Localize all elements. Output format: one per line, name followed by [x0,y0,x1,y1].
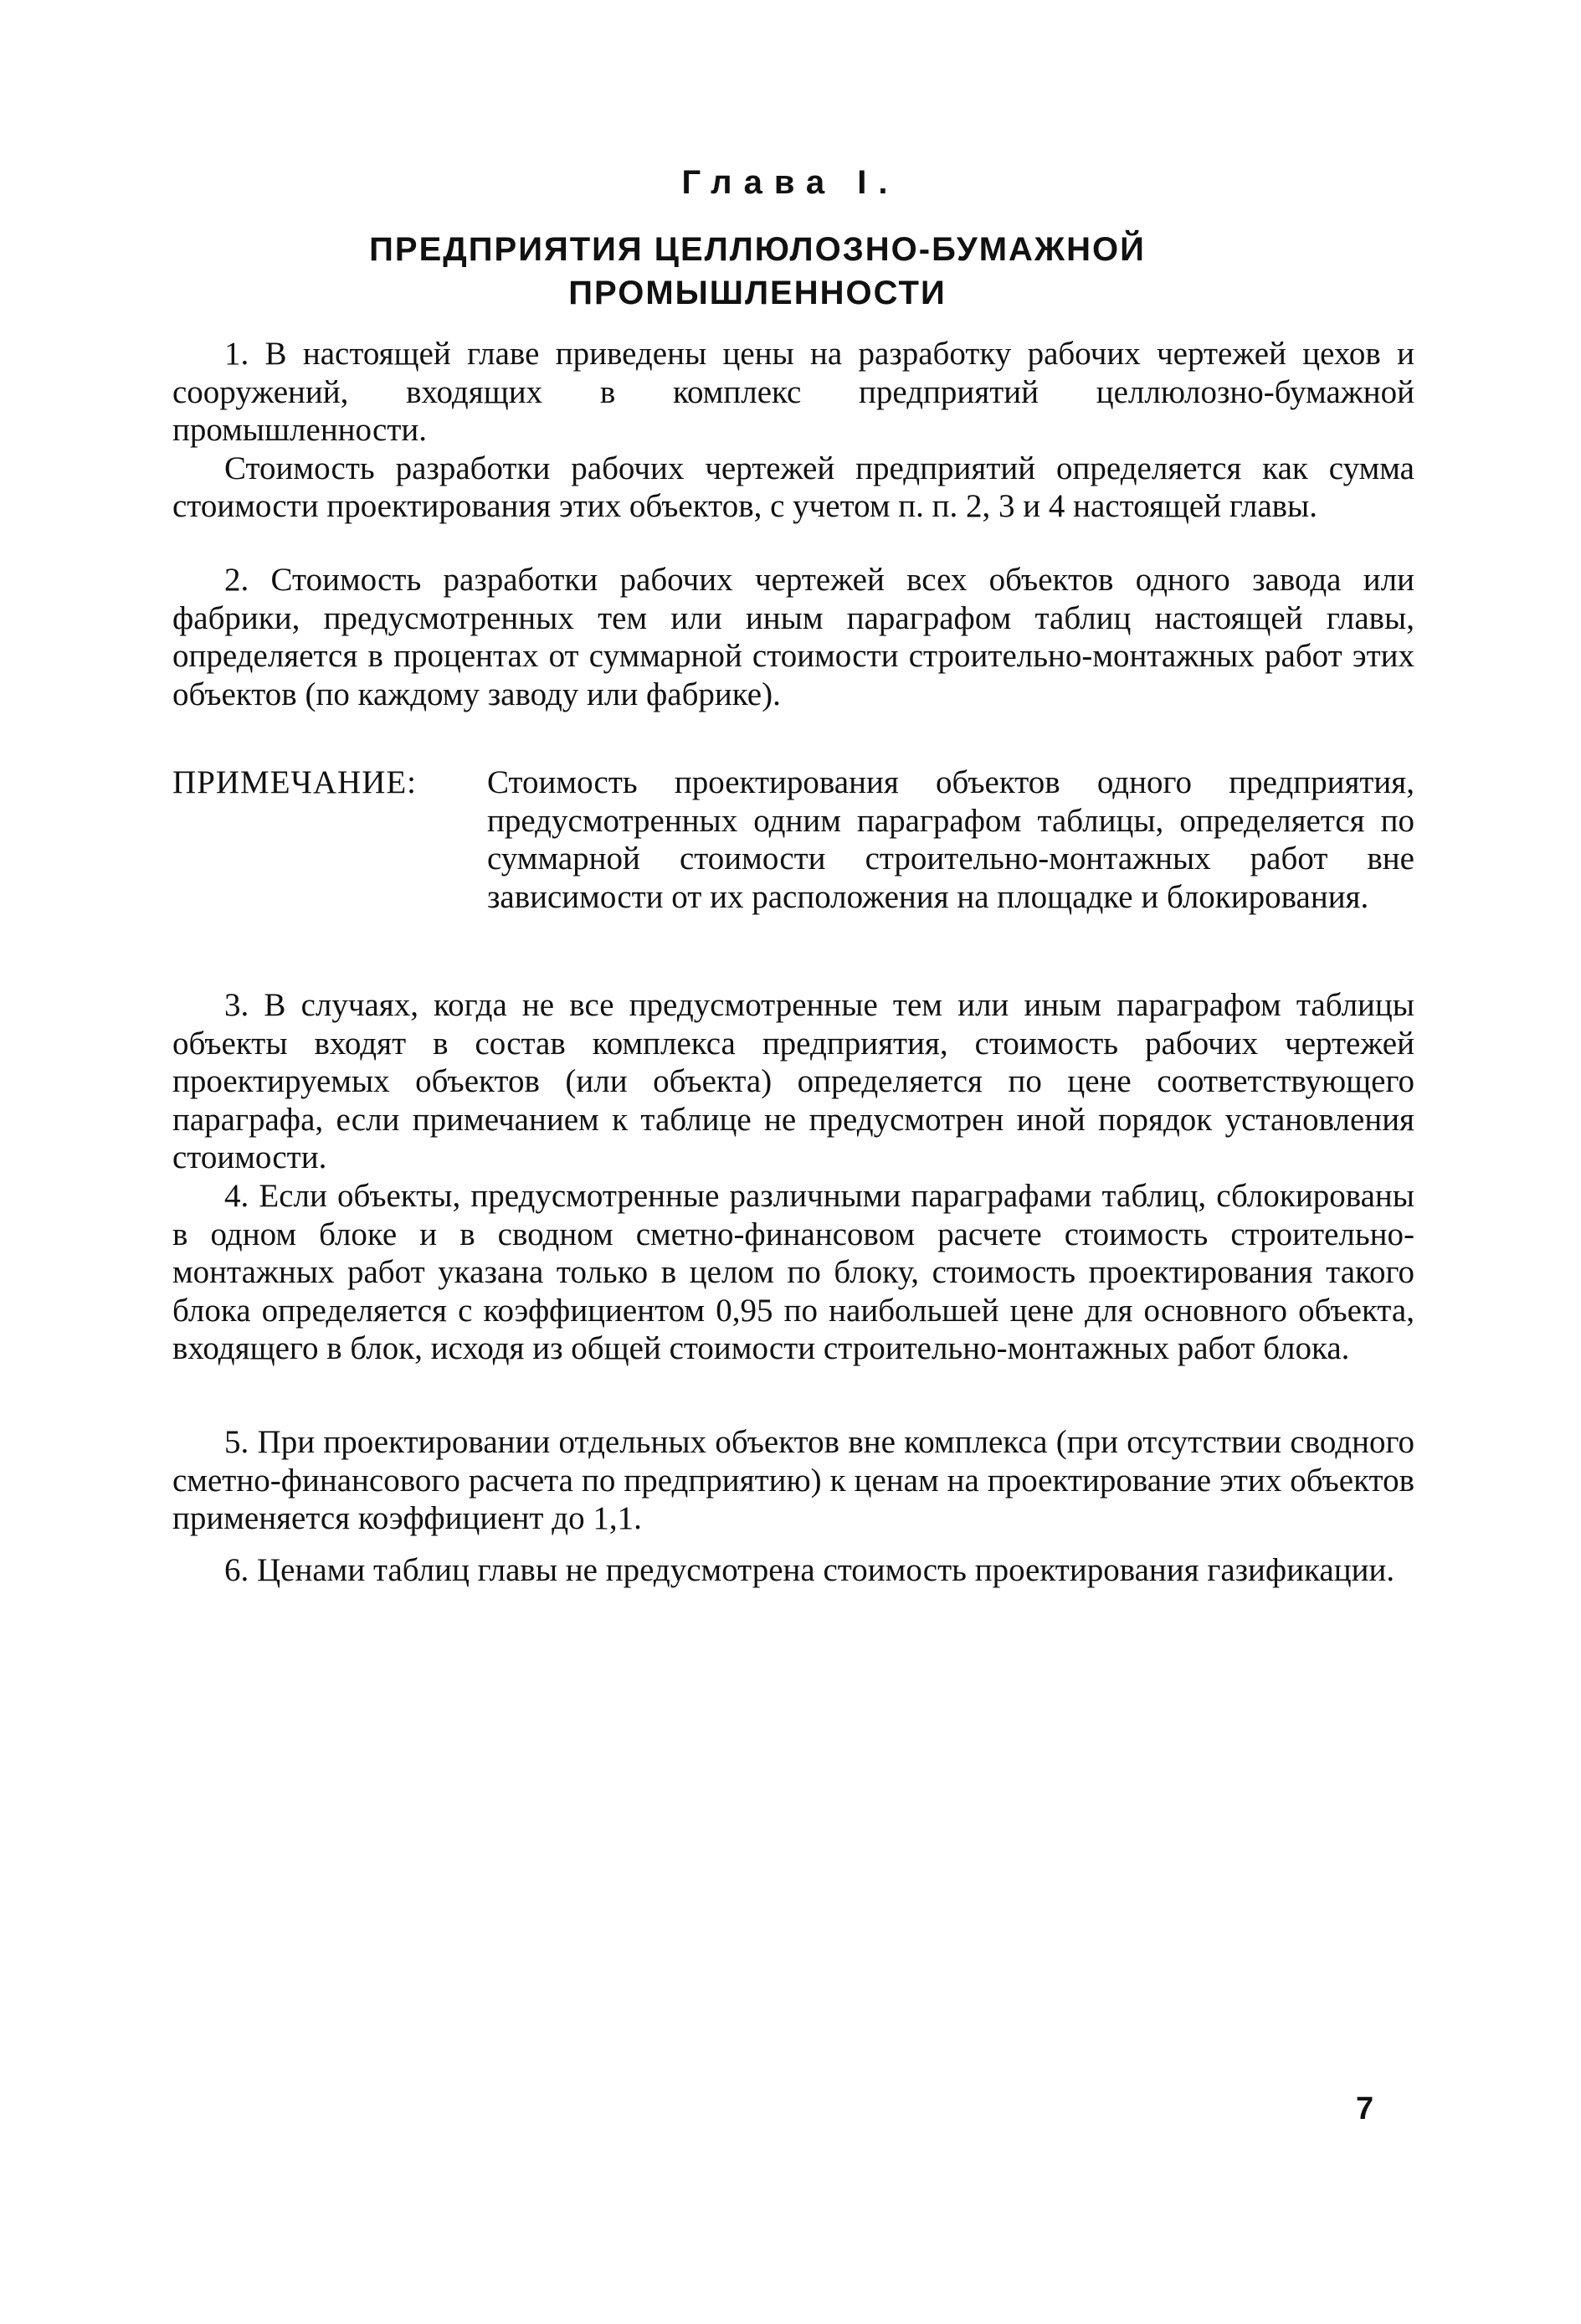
section-3 [172,986,1414,1177]
section-intro [172,335,1414,526]
paragraph-5: 5. При проектировании отдельных объектов вне комплекса (при отсутствии сводного сметно-финансового расчета по предприятию) к ценам на проектирование этих объектов применяется коэффициент до 1,1. [172,1424,1414,1536]
paragraph-6: 6. Ценами таблиц главы не предусмотрена стоимость проектирования газификации. [224,1552,1395,1588]
section-4 [172,1177,1414,1368]
paragraph-4: 4. Если объекты, предусмотренные различными параграфами таблиц, сблокированы в одном блоке и в сводном сметно-финансовом расчете стоимость строительно-монтажных работ указана только в целом по блоку, стоимость проектирования такого блока определяется с коэффициентом 0,95 по наибольшей цене для основного объекта, входящего в блок, исходя из общей стоимости строительно-монтажных работ блока. [172,1178,1414,1366]
section-2 [172,561,1414,713]
paragraph-1-continuation: Стоимость разработки рабочих чертежей предприятий определяется как сумма стоимости проектирования этих объектов, с учетом п. п. 2, 3 и 4 настоящей главы. [172,450,1414,524]
note-label: ПРИМЕЧАНИЕ: [172,764,418,800]
chapter-heading: Глава I. [681,164,900,201]
paragraph-2: 2. Стоимость разработки рабочих чертежей всех объектов одного завода или фабрики, предусмотренных тем или иным параграфом таблиц настоящей главы, определяется в процентах от суммарной стоимости строительно-монтажных работ этих объектов (по каждому заводу или фабрике). [172,562,1414,712]
section-6 [172,1551,1414,1590]
chapter-title: ПРЕДПРИЯТИЯ ЦЕЛЛЮЛОЗНО-БУМАЖНОЙ ПРОМЫШЛЕННОСТИ [369,231,1146,311]
section-5 [172,1423,1414,1538]
page-number: 7 [1356,2091,1374,2126]
paragraph-1: 1. В настоящей главе приведены цены на разработку рабочих чертежей цехов и сооружений, входящих в комплекс предприятий целлюлозно-бумажной промышленности. [172,336,1414,448]
note-text: Стоимость проектирования объектов одного предприятия, предусмотренных одним параграфом таблицы, определяется по суммарной стоимости строительно-монтажных работ вне зависимости от их расположения на площадке и блокирования. [487,764,1414,915]
paragraph-3: 3. В случаях, когда не все предусмотренные тем или иным параграфом таблицы объекты входят в состав комплекса предприятия, стоимость рабочих чертежей проектируемых объектов (или объекта) определяется по цене соответствующего параграфа, если примечанием к таблице не предусмотрен иной порядок установления стоимости. [172,987,1414,1175]
